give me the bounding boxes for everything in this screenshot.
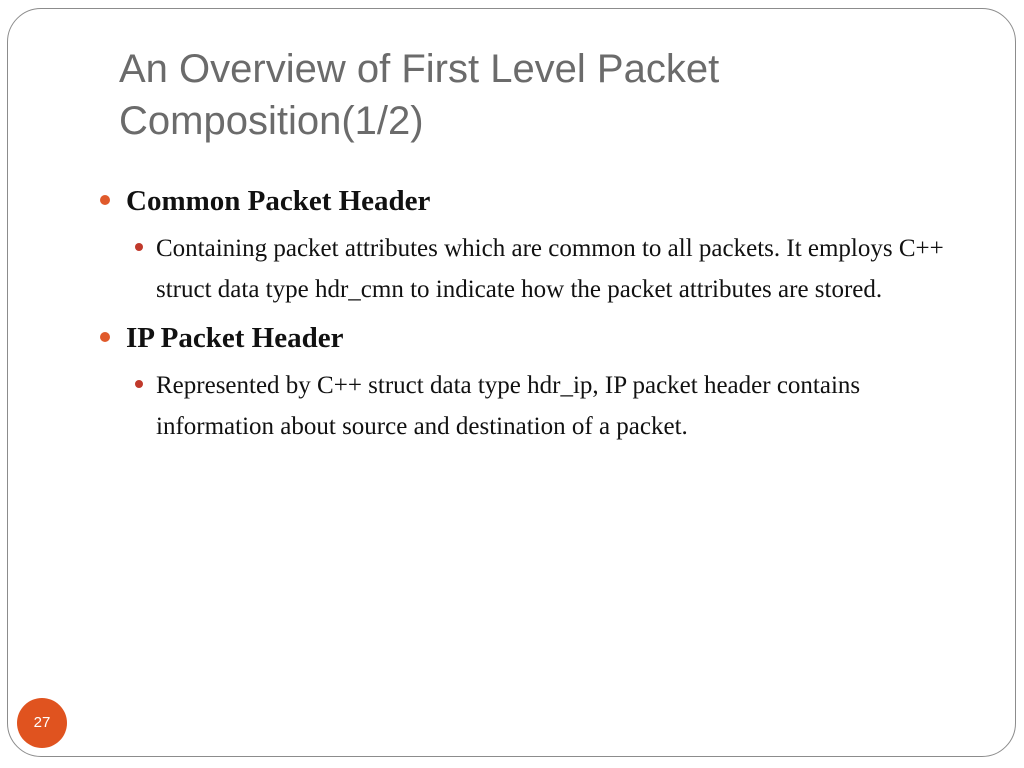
bullet-dot-icon [100,332,110,342]
sub-bullet-dot-icon [135,243,143,251]
sub-bullet-common-packet-header [135,228,960,310]
slide-title-line2: Composition(1/2) [119,99,424,143]
sub-bullet-text: Containing packet attributes which are common to all packets. It employs C++ struct data type hdr_cmn to indicate how the packet attributes are stored. [156,235,944,303]
slide-title [119,43,939,147]
bullet-ip-packet-header [100,317,960,359]
page-number: 27 [33,714,51,731]
sub-bullet-dot-icon [135,380,143,388]
slide-content [100,180,960,447]
bullet-dot-icon [100,195,110,205]
bullet-heading: IP Packet Header [126,322,344,354]
bullet-common-packet-header [100,180,960,222]
page-number-badge [17,698,67,748]
sub-bullet-ip-packet-header [135,365,960,447]
bullet-heading: Common Packet Header [126,185,431,217]
sub-bullet-text: Represented by C++ struct data type hdr_ip, IP packet header contains information about source and destination of a packet. [156,372,861,440]
slide-title-line1: An Overview of First Level Packet [119,47,720,91]
